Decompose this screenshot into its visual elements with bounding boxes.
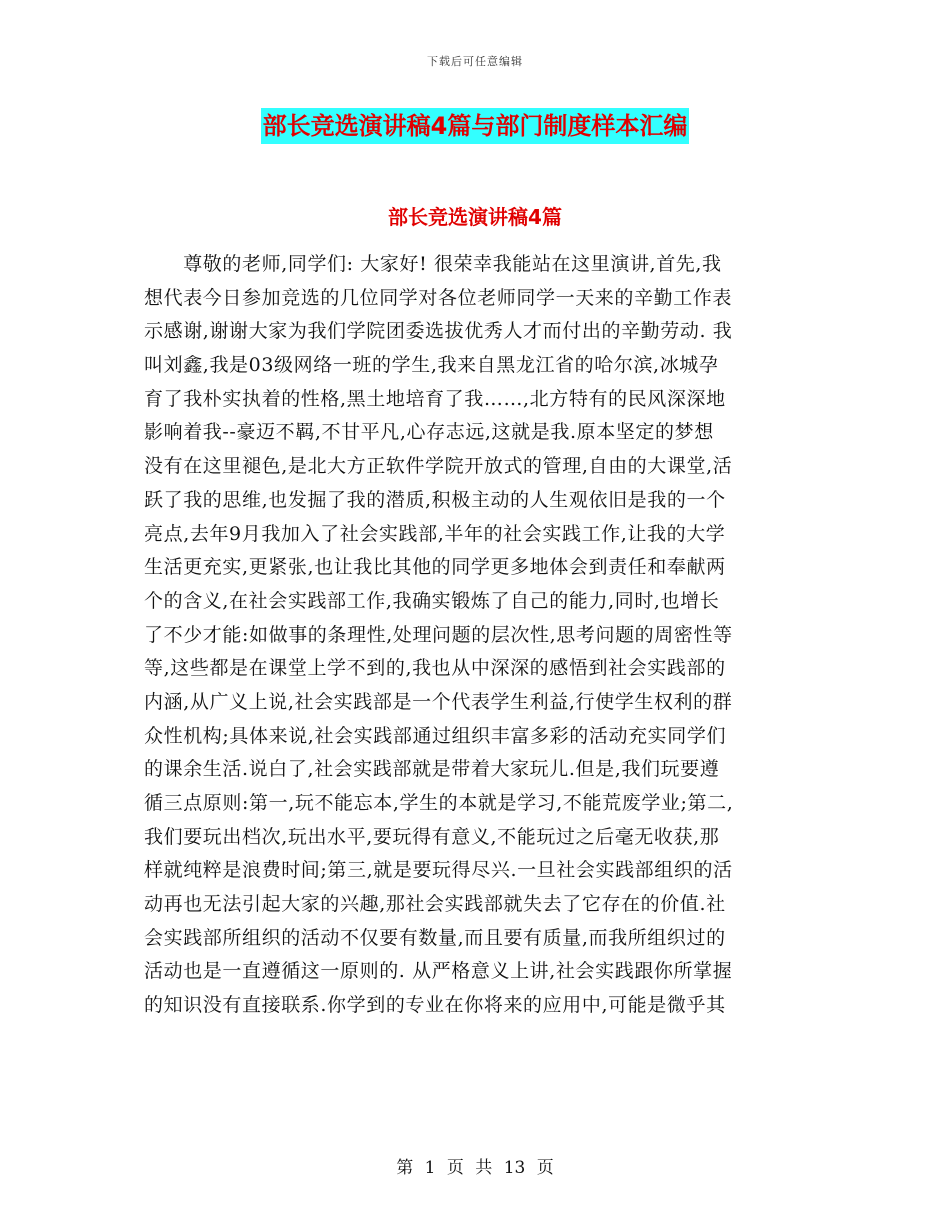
body-line: 的课余生活.说白了,社会实践部就是带着大家玩儿.但是,我们玩要遵 bbox=[144, 758, 720, 781]
body-line: 亮点,去年9月我加入了社会实践部,半年的社会实践工作,让我的大学 bbox=[144, 522, 726, 545]
body-line: 想代表今日参加竞选的几位同学对各位老师同学一天来的辛勤工作表 bbox=[144, 286, 733, 309]
body-line: 内涵,从广义上说,社会实践部是一个代表学生利益,行使学生权利的群 bbox=[144, 690, 733, 713]
body-line: 活动也是一直遵循这一原则的. 从严格意义上讲,社会实践跟你所掌握 bbox=[144, 960, 733, 983]
body-text bbox=[144, 248, 804, 1023]
body-line: 了不少才能:如做事的条理性,处理问题的层次性,思考问题的周密性等 bbox=[144, 623, 733, 646]
body-line: 等,这些都是在课堂上学不到的,我也从中深深的感悟到社会实践部的 bbox=[144, 657, 726, 680]
body-line: 循三点原则:第一,玩不能忘本,学生的本就是学习,不能荒废学业;第二, bbox=[144, 792, 734, 814]
body-line: 会实践部所组织的活动不仅要有数量,而且要有质量,而我所组织过的 bbox=[144, 926, 726, 949]
body-line: 影响着我--豪迈不羁,不甘平凡,心存志远,这就是我.原本坚定的梦想 bbox=[144, 421, 714, 444]
document-title: 部长竞选演讲稿4篇与部门制度样本汇编 bbox=[261, 108, 690, 144]
body-line: 尊敬的老师,同学们: 大家好! 很荣幸我能站在这里演讲,首先,我 bbox=[144, 253, 722, 275]
body-line: 的知识没有直接联系.你学到的专业在你将来的应用中,可能是微乎其 bbox=[144, 994, 726, 1017]
body-line: 跃了我的思维,也发掘了我的潜质,积极主动的人生观依旧是我的一个 bbox=[144, 488, 726, 511]
body-line: 我们要玩出档次,玩出水平,要玩得有意义,不能玩过之后毫无收获,那 bbox=[144, 825, 720, 848]
body-line: 样就纯粹是浪费时间;第三,就是要玩得尽兴.一旦社会实践部组织的活 bbox=[144, 859, 733, 882]
body-line: 示感谢,谢谢大家为我们学院团委选拔优秀人才而付出的辛勤劳动. 我 bbox=[144, 320, 733, 343]
page-footer: 第 1 页 共 13 页 bbox=[396, 1158, 554, 1178]
body-line: 叫刘鑫,我是03级网络一班的学生,我来自黑龙江省的哈尔滨,冰城孕 bbox=[144, 354, 719, 377]
section-title: 部长竞选演讲稿4篇 bbox=[388, 205, 562, 229]
document-title-container bbox=[0, 108, 950, 144]
body-line: 个的含义,在社会实践部工作,我确实锻炼了自己的能力,同时,也增长 bbox=[144, 589, 720, 612]
body-line: 育了我朴实执着的性格,黑土地培育了我……,北方特有的民风深深地 bbox=[144, 387, 726, 410]
header-note: 下载后可任意编辑 bbox=[427, 55, 523, 68]
body-line: 众性机构;具体来说,社会实践部通过组织丰富多彩的活动充实同学们 bbox=[144, 724, 727, 747]
body-line: 动再也无法引起大家的兴趣,那社会实践部就失去了它存在的价值.社 bbox=[144, 893, 726, 916]
body-line: 生活更充实,更紧张,也让我比其他的同学更多地体会到责任和奉献两 bbox=[144, 556, 726, 579]
body-line: 没有在这里褪色,是北大方正软件学院开放式的管理,自由的大课堂,活 bbox=[144, 455, 733, 478]
